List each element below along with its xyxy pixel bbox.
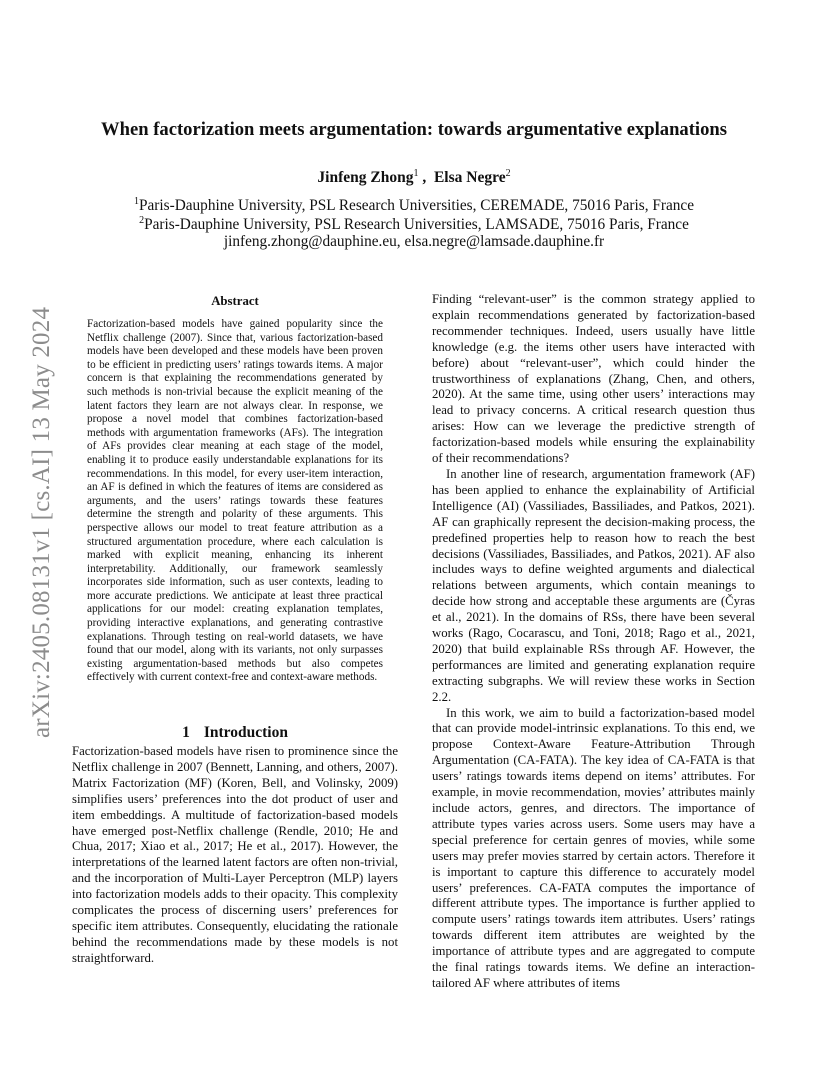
abstract-text: Factorization-based models have gained popularity since the Netflix challenge (2007). Since that, various factorization-based models have been developed and these models have been proven to be efficient in predicting users’ ratings towards items. A major concern is that explaining the recommendations generated by such methods is non-trivial because the explicit meaning of the latent factors they learn are not always clear. In response, we propose a novel model that combines factorization-based methods with argumentation frameworks (AFs). The integration of AFs provides clear meaning at each stage of the model, enabling it to produce easily understandable explanations for its recommendations. In this model, for every user-item interaction, an AF is defined in which the features of items are considered as arguments, and the users’ ratings towards these features determine the strength and polarity of these arguments. This perspective allows our model to treat feature attribution as a structured argumentation procedure, where each calculation is marked with explicit meaning, enhancing its inherent interpretability. Additionally, our framework seamlessly incorporates side information, such as user contexts, leading to more accurate predictions. We anticipate at least three practical applications for our model: creating explanation templates, providing interactive explanations, and generating contrastive explanations. Through testing on real-world datasets, we have found that our model, along with its variants, not only surpasses existing argumentation-based methods but also competes effectively with current context-free and context-aware methods. <box>87 318 383 684</box>
abstract-heading: Abstract <box>211 294 259 308</box>
author-emails: jinfeng.zhong@dauphine.eu, elsa.negre@lamsade.dauphine.fr <box>223 233 605 250</box>
paragraph: Finding “relevant-user” is the common strategy applied to explain recommendations generated by factorization-based recommender techniques. Indeed, users usually have little knowledge (e.g. the items other users have interacted with before) about “relevant-user”, which could hinder the trustworthiness of explanations (Zhang, Chen, and others, 2020). At the same time, using other users’ interactions may lead to privacy concerns. A critical research question thus arises: How can we leverage the predictive strength of factorization-based models while ensuring the explainability of their recommendations? <box>432 292 755 466</box>
author-list: Jinfeng Zhong$^1$ , Elsa Negre$^2$ <box>317 168 511 187</box>
paragraph: In another line of research, argumentation framework (AF) has been applied to enhance the explainability of Artificial Intelligence (AI) (Vassiliades, Bassiliades, and Patkos, 2021). AF can graphically represent the decision-making process, the predefined properties help to reason how to reach the best decisions (Vassiliades, Bassiliades, and Patkos, 2021). AF also includes ways to define weighted arguments and dialectical relations between arguments, which contain meanings to decide how strong and acceptable these arguments are (Čyras et al., 2021). In the domains of RSs, there have been several works (Rago, Cocarascu, and Toni, 2018; Rago et al., 2021, 2020) that build explainable RSs through AF. However, the performances are limited and generating explanation require extracting subgraphs. We will review these works in Section 2.2. <box>432 466 755 704</box>
affiliation-mark: 1 <box>134 196 139 207</box>
affiliation-mark: 2 <box>139 215 145 226</box>
author-name: Jinfeng Zhong <box>317 169 414 187</box>
section-title: Introduction <box>203 724 288 741</box>
intro-body <box>72 744 398 967</box>
affiliation-text: Paris-Dauphine University, PSL Research Universities, CEREMADE, 75016 Paris, France <box>139 197 694 215</box>
arxiv-identifier: arXiv:2405.08131v1 [cs.AI] 13 May 2024 <box>28 306 55 739</box>
paragraph: In this work, we aim to build a factorization-based model that can provide model-intrinsic explanations. To this end, we propose Context-Aware Feature-Attribution Through Argumentation (CA-FATA). The key idea of CA-FATA is that users’ ratings towards items depend on items’ attributes. For example, in movie recommendation, movies’ attributes mainly include actors, genres, and directors. The importance of attribute types varies across users. Some users may have a special preference for certain genres of movies, while some users may prefer movies starred by certain actors. Therefore it is important to capture this difference to accurately model users’ preferences. CA-FATA computes the importance of different attribute types. The importance is further applied to compute users’ ratings towards item attributes. Users’ ratings towards different item attributes are weighted by the importance of attribute types and are aggregated to compute the final ratings towards items. We define an interaction-tailored AF where attributes of items <box>432 705 755 990</box>
right-column <box>432 292 755 992</box>
affiliation-text: Paris-Dauphine University, PSL Research Universities, LAMSADE, 75016 Paris, France <box>144 216 689 234</box>
author-affil-mark: 2 <box>505 168 511 179</box>
author-affil-mark: 1 <box>413 168 419 179</box>
section-heading <box>72 724 398 742</box>
section-number: 1 <box>182 724 190 741</box>
paper-title: When factorization meets argumentation: towards argumentative explanations <box>101 119 727 140</box>
paragraph: Factorization-based models have risen to prominence since the Netflix challenge in 2007 (Bennett, Lanning, and others, 2007). Matrix Factorization (MF) (Koren, Bell, and Volinsky, 2009) simplifies users’ preferences into the dot product of user and item embeddings. A multitude of factorization-based models have emerged post-Netflix challenge (Rendle, 2010; He and Chua, 2017; Xiao et al., 2017; He et al., 2017). However, the interpretations of the learned latent factors are often non-trivial, and the incorporation of Multi-Layer Perceptron (MLP) layers into factorization models adds to their opacity. This complexity complicates the process of discerning users’ preferences for specific item attributes. Consequently, elucidating the rationale behind the recommendations made by these models is not straightforward. <box>72 744 398 965</box>
author-name: Elsa Negre <box>433 169 506 187</box>
